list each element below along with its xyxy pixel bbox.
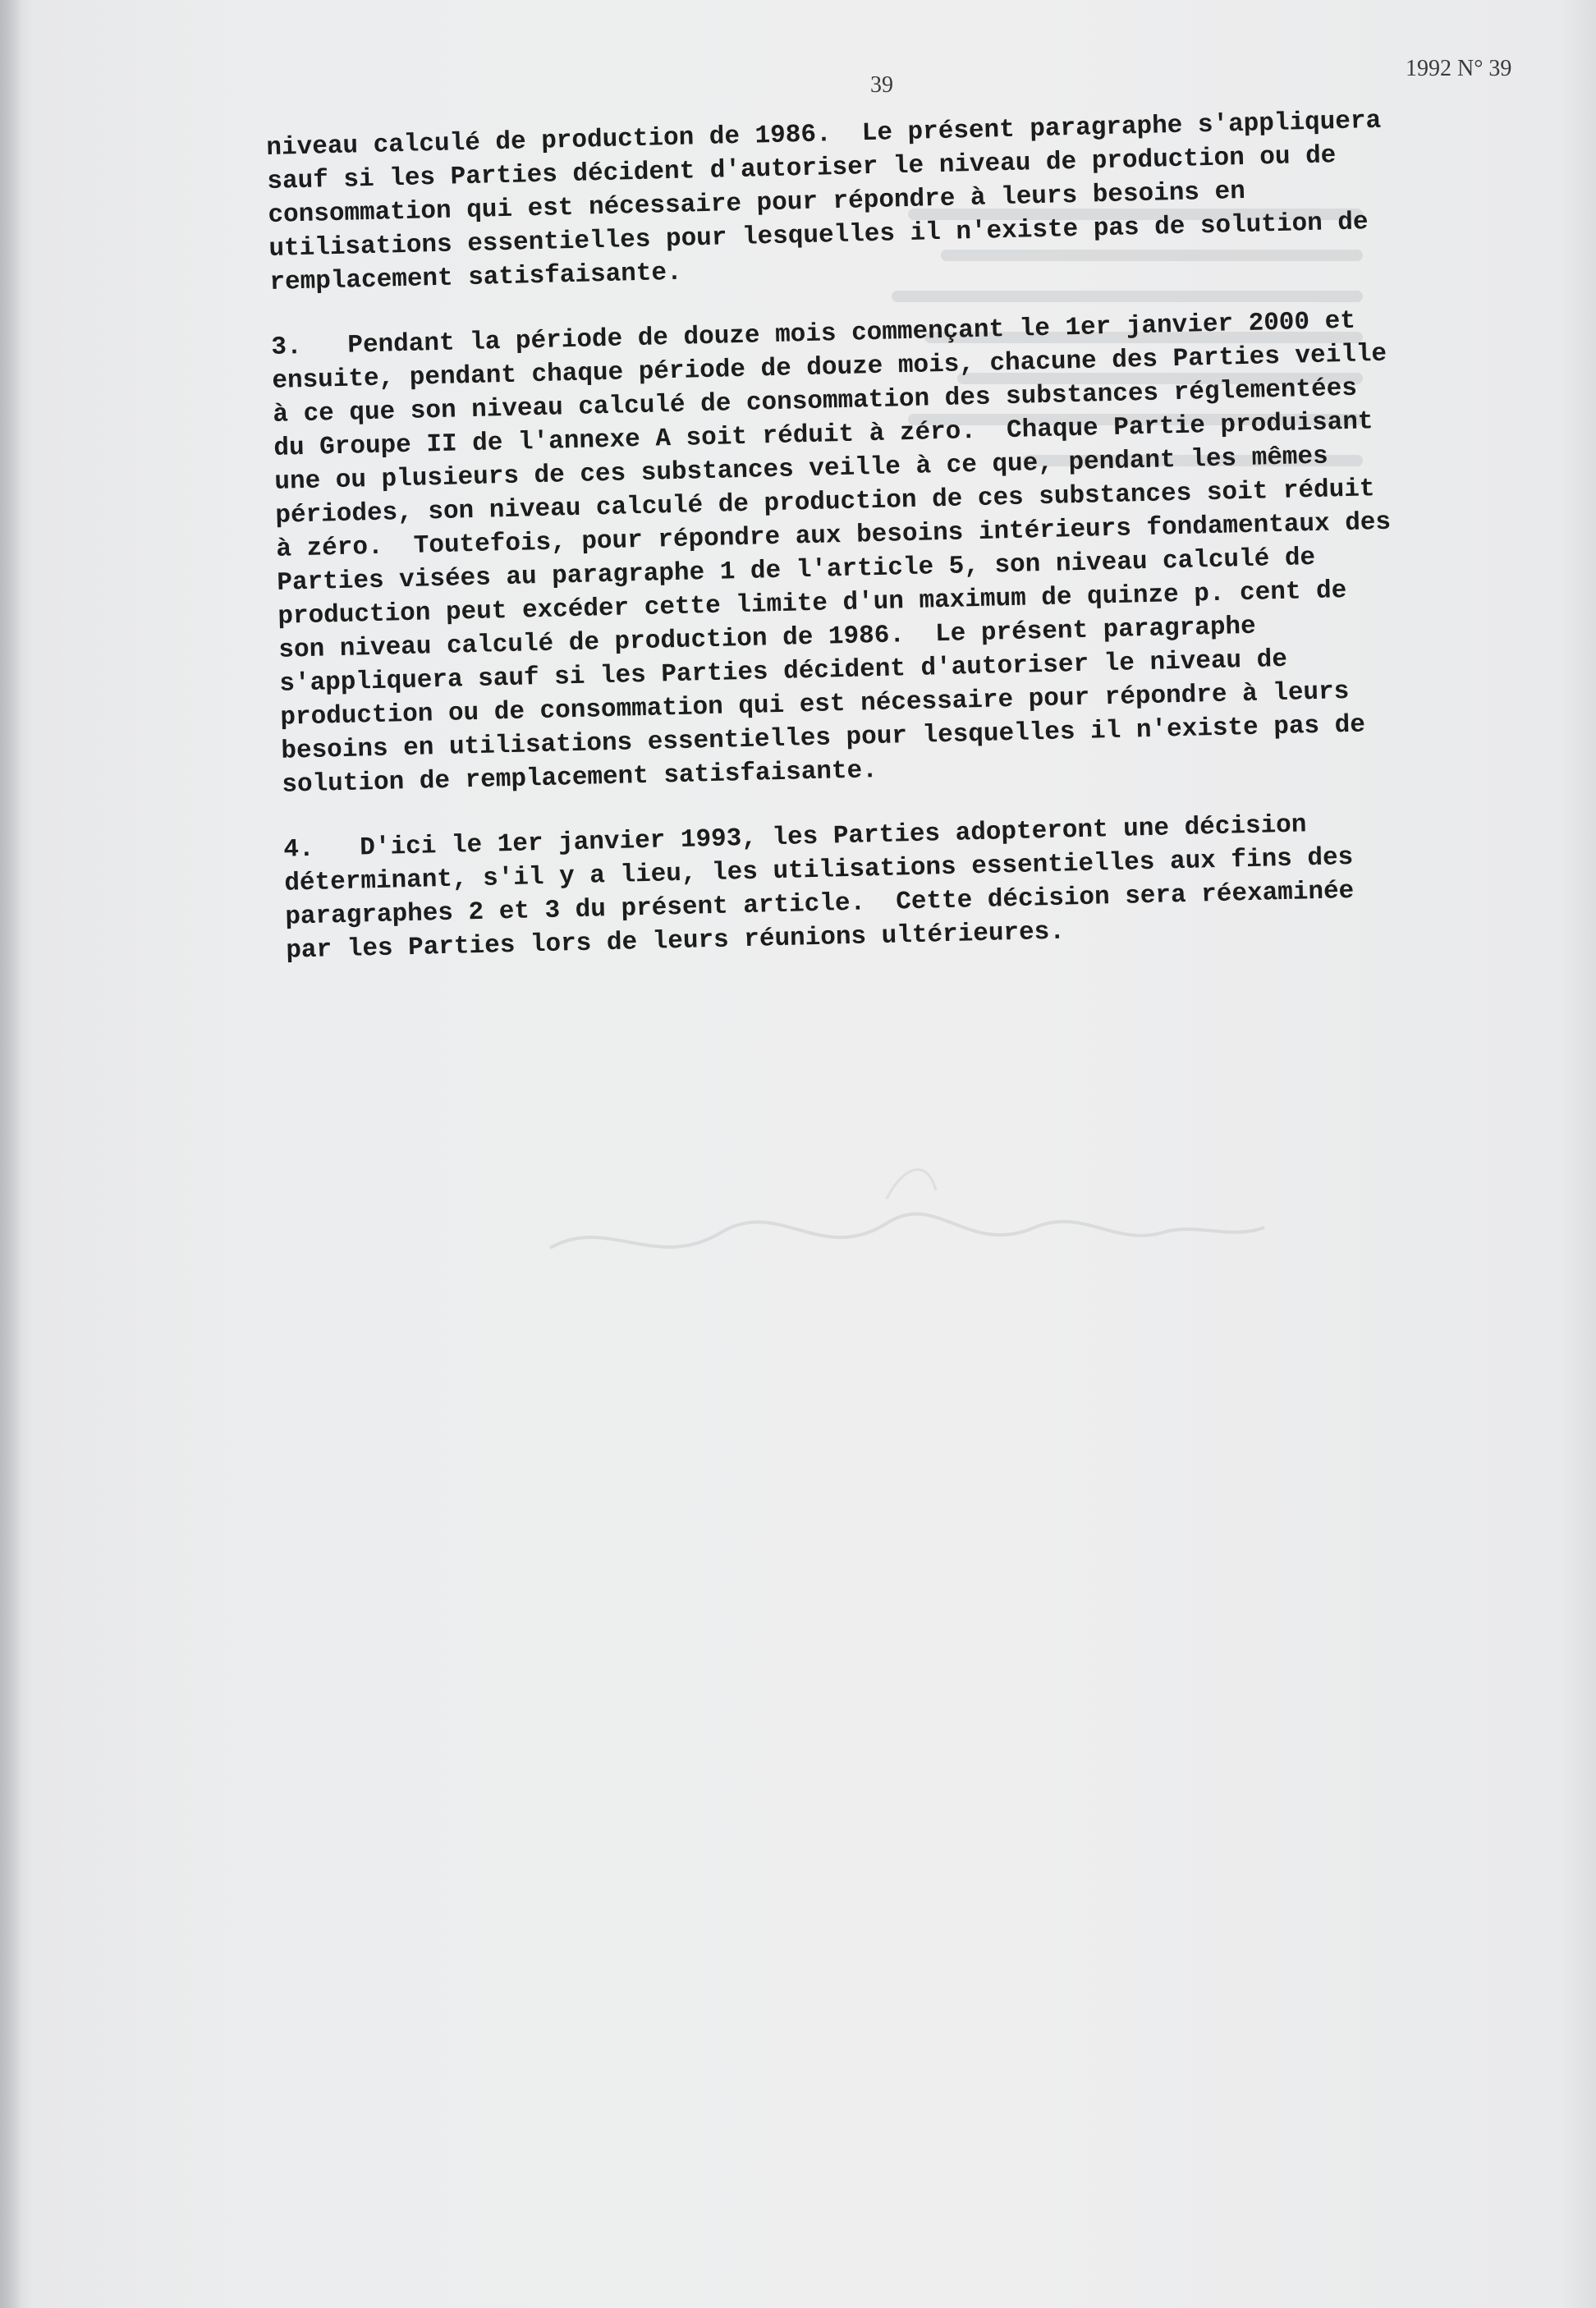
show-through-signature (542, 1149, 1281, 1314)
paragraph-continuation: niveau calculé de production de 1986. Le présent paragraphe s'appliquera sauf si les Parties décident d'autoriser le niveau de production ou de consommation qui est nécessaire pour répondre à leurs besoins en utilisations essentielles pour lesquelles il n'existe pas de solution de remplacement satisfaisante. (266, 106, 1382, 297)
document-reference: 1992 N° 39 (1406, 56, 1512, 81)
article-body (266, 103, 1477, 999)
binding-gutter-shadow (0, 0, 21, 2308)
page-number: 39 (870, 72, 893, 98)
paragraph-4: 4. D'ici le 1er janvier 1993, les Parties adopteront une décision déterminant, s'il y a lieu, les utilisations essentielles aux fins des paragraphes 2 et 3 du présent article. Cette décision sera réexaminée par les Parties lors de leurs réunions ultérieures. (282, 810, 1355, 966)
paragraph-3: 3. Pendant la période de douze mois commençant le 1er janvier 2000 et ensuite, pendant chaque période de douze mois, chacune des Parties veille à ce que son niveau calculé de consommation des substances réglementées du Groupe II de l'annexe A soit réduit à zéro. Chaque Partie produisant une ou plusieurs de ces substances veille à ce que, pendant les mêmes périodes, son niveau calculé de production de ces substances soit réduit à zéro. Toutefois, pour répondre aux besoins intérieurs fondamentaux des Parties visées au paragraphe 1 de l'article 5, son niveau calculé de production peut excéder cette limite d'un maximum de quinze p. cent de son niveau calculé de production de 1986. Le présent paragraphe s'appliquera sauf si les Parties décident d'autoriser le niveau de production ou de consommation qui est nécessaire pour répondre à leurs besoins en utilisations essentielles pour lesquelles il n'existe pas de solution de remplacement satisfaisante. (271, 306, 1392, 800)
